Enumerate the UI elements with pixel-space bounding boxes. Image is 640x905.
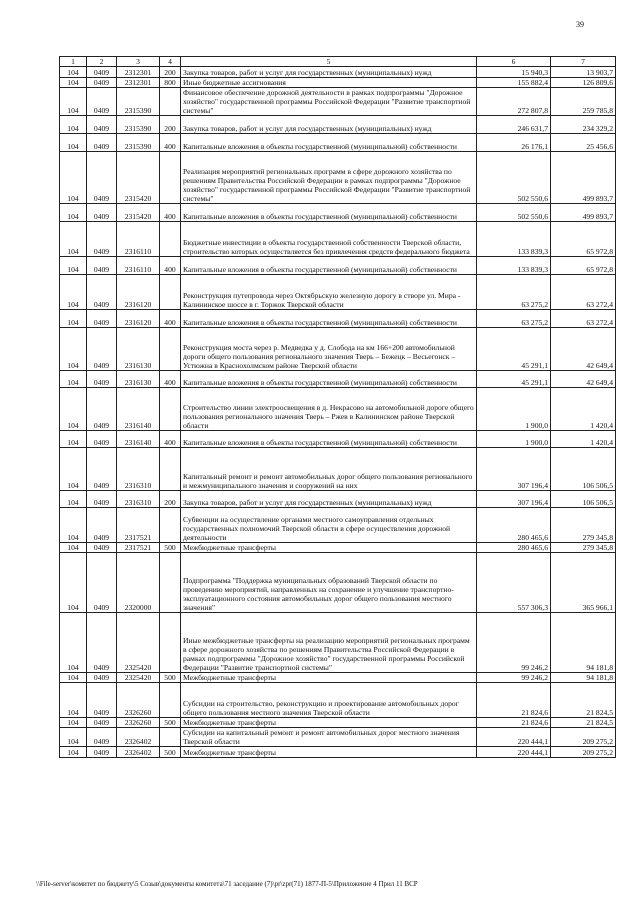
row-code-2: 0409 (87, 431, 117, 448)
row-description: Закупка товаров, работ и услуг для государственных (муниципальных) нужд (181, 67, 477, 78)
row-code-2: 0409 (87, 257, 117, 275)
row-description: Реконструкция моста через р. Медведка у д. Слобода на км 166+200 автомобильной дороги общего пользования регионального значения Тверь – Бежецк – Весьегонск – Устюжна в Краснохолмском районе Тверской области (181, 328, 477, 371)
row-description: Межбюджетные трансферты (181, 718, 477, 728)
row-code-2: 0409 (87, 718, 117, 728)
row-value-6: 220 444,1 (477, 728, 551, 747)
row-code-4: 400 (160, 204, 181, 222)
row-value-6: 220 444,1 (477, 747, 551, 758)
table-row (60, 134, 616, 152)
row-value-6: 307 196,4 (477, 491, 551, 508)
row-code-3: 2317521 (117, 508, 160, 543)
row-code-1: 104 (60, 257, 87, 275)
row-code-4 (160, 683, 181, 718)
row-value-7: 234 329,2 (551, 116, 616, 134)
row-description: Капитальные вложения в объекты государственной (муниципальной) собственности (181, 204, 477, 222)
row-value-7: 65 972,8 (551, 257, 616, 275)
row-code-4: 500 (160, 673, 181, 683)
row-code-3: 2326260 (117, 683, 160, 718)
row-code-2: 0409 (87, 204, 117, 222)
row-value-7: 106 506,5 (551, 448, 616, 491)
table-body (60, 67, 616, 758)
row-code-2: 0409 (87, 88, 117, 116)
row-value-6: 557 306,3 (477, 553, 551, 613)
row-code-3: 2326402 (117, 728, 160, 747)
row-description: Межбюджетные трансферты (181, 747, 477, 758)
row-value-6: 1 900,0 (477, 431, 551, 448)
row-code-4 (160, 448, 181, 491)
header-col-7: 7 (551, 57, 616, 67)
row-code-1: 104 (60, 673, 87, 683)
budget-table (59, 56, 616, 758)
row-description: Субсидии на строительство, реконструкцию и проектирование автомобильных дорог общего пользования местного значения Тверской области (181, 683, 477, 718)
row-code-3: 2315420 (117, 152, 160, 204)
row-value-6: 99 246,2 (477, 673, 551, 683)
table-row (60, 222, 616, 257)
row-value-7: 94 181,8 (551, 673, 616, 683)
row-description: Строительство линии электроосвещения в д. Некрасово на автомобильной дороге общего пользования регионального значения Тверь – Ржев в Калининском районе Тверской области (181, 388, 477, 431)
row-value-6: 63 275,2 (477, 310, 551, 328)
row-code-4: 400 (160, 431, 181, 448)
row-code-2: 0409 (87, 222, 117, 257)
row-value-7: 63 272,4 (551, 310, 616, 328)
row-value-6: 133 839,3 (477, 257, 551, 275)
table-row (60, 116, 616, 134)
row-code-4 (160, 508, 181, 543)
row-value-7: 126 809,6 (551, 78, 616, 88)
row-description: Капитальные вложения в объекты государственной (муниципальной) собственности (181, 134, 477, 152)
row-value-7: 94 181,8 (551, 613, 616, 673)
table-row (60, 728, 616, 747)
row-code-3: 2316120 (117, 310, 160, 328)
row-code-1: 104 (60, 747, 87, 758)
row-code-4: 500 (160, 747, 181, 758)
row-description: Иные межбюджетные трансферты на реализацию мероприятий региональных программ в сфере дорожного хозяйства по решениям Правительства Российской Федерации в рамках подпрограммы "Дорожное хозяйство" государственной программы Российской Федерации "Развитие транспортной системы" (181, 613, 477, 673)
table-row (60, 508, 616, 543)
row-code-2: 0409 (87, 673, 117, 683)
row-description: Капитальные вложения в объекты государственной (муниципальной) собственности (181, 257, 477, 275)
row-value-6: 502 550,6 (477, 204, 551, 222)
row-value-7: 42 649,4 (551, 328, 616, 371)
row-description: Реконструкция путепровода через Октябрьскую железную дорогу в створе ул. Мира - Калининское шоссе в г. Торжок Тверской области (181, 275, 477, 310)
row-value-6: 63 275,2 (477, 275, 551, 310)
row-description: Капитальные вложения в объекты государственной (муниципальной) собственности (181, 310, 477, 328)
row-code-2: 0409 (87, 491, 117, 508)
row-code-1: 104 (60, 222, 87, 257)
row-code-1: 104 (60, 448, 87, 491)
header-col-1: 1 (60, 57, 87, 67)
table-row (60, 257, 616, 275)
row-value-6: 45 291,1 (477, 371, 551, 388)
row-code-1: 104 (60, 431, 87, 448)
row-code-3: 2312301 (117, 78, 160, 88)
row-code-1: 104 (60, 613, 87, 673)
row-value-6: 15 940,3 (477, 67, 551, 78)
row-code-4 (160, 152, 181, 204)
row-value-7: 42 649,4 (551, 371, 616, 388)
row-description: Межбюджетные трансферты (181, 673, 477, 683)
row-description: Подпрограмма "Поддержка муниципальных образований Тверской области по проведению мероприятий, направленных на сохранение и улучшение транспортно-эксплуатационного состояния автомобильных дорог общего пользования местного значения" (181, 553, 477, 613)
row-code-3: 2316110 (117, 257, 160, 275)
row-value-6: 1 900,0 (477, 388, 551, 431)
row-code-1: 104 (60, 134, 87, 152)
table-row (60, 431, 616, 448)
table-row (60, 673, 616, 683)
row-description: Реализация мероприятий региональных программ в сфере дорожного хозяйства по решениям Правительства Российской Федерации в рамках подпрограммы "Дорожное хозяйство" государственной программы Российской Федерации "Развитие транспортной системы" (181, 152, 477, 204)
table-row (60, 388, 616, 431)
row-code-4: 400 (160, 310, 181, 328)
row-code-4 (160, 728, 181, 747)
row-value-6: 99 246,2 (477, 613, 551, 673)
row-value-7: 21 824,5 (551, 683, 616, 718)
row-code-2: 0409 (87, 543, 117, 553)
row-code-3: 2315420 (117, 204, 160, 222)
row-value-7: 25 456,6 (551, 134, 616, 152)
row-code-2: 0409 (87, 328, 117, 371)
row-value-7: 365 966,1 (551, 553, 616, 613)
row-value-7: 13 903,7 (551, 67, 616, 78)
row-code-4 (160, 275, 181, 310)
row-code-1: 104 (60, 116, 87, 134)
table-row (60, 152, 616, 204)
row-value-6: 21 824,6 (477, 718, 551, 728)
row-description: Иные бюджетные ассигнования (181, 78, 477, 88)
row-code-2: 0409 (87, 275, 117, 310)
table-row (60, 204, 616, 222)
header-row (60, 57, 616, 67)
row-code-2: 0409 (87, 388, 117, 431)
row-code-2: 0409 (87, 747, 117, 758)
row-value-7: 499 893,7 (551, 152, 616, 204)
row-code-4 (160, 553, 181, 613)
row-code-3: 2316310 (117, 491, 160, 508)
header-col-6: 6 (477, 57, 551, 67)
row-value-7: 65 972,8 (551, 222, 616, 257)
row-code-3: 2326260 (117, 718, 160, 728)
header-col-5: 5 (181, 57, 477, 67)
row-code-1: 104 (60, 553, 87, 613)
row-code-3: 2316130 (117, 371, 160, 388)
row-code-1: 104 (60, 204, 87, 222)
row-code-2: 0409 (87, 448, 117, 491)
row-code-1: 104 (60, 718, 87, 728)
row-value-7: 279 345,8 (551, 543, 616, 553)
row-code-1: 104 (60, 683, 87, 718)
table-row (60, 371, 616, 388)
row-code-4 (160, 388, 181, 431)
table-row (60, 310, 616, 328)
row-code-3: 2315390 (117, 88, 160, 116)
row-description: Бюджетные инвестиции в объекты государственной собственности Тверской области, строительство которых осуществляется без привлечения средств федерального бюджета (181, 222, 477, 257)
row-code-2: 0409 (87, 152, 117, 204)
row-value-6: 21 824,6 (477, 683, 551, 718)
row-code-3: 2316120 (117, 275, 160, 310)
table-row (60, 88, 616, 116)
row-code-4: 800 (160, 78, 181, 88)
row-code-4 (160, 328, 181, 371)
row-description: Межбюджетные трансферты (181, 543, 477, 553)
row-code-2: 0409 (87, 553, 117, 613)
table-row (60, 683, 616, 718)
row-code-3: 2317521 (117, 543, 160, 553)
row-code-1: 104 (60, 328, 87, 371)
row-code-2: 0409 (87, 116, 117, 134)
row-value-6: 280 465,6 (477, 508, 551, 543)
row-description: Капитальные вложения в объекты государственной (муниципальной) собственности (181, 431, 477, 448)
row-value-6: 280 465,6 (477, 543, 551, 553)
row-value-6: 45 291,1 (477, 328, 551, 371)
row-value-6: 272 807,8 (477, 88, 551, 116)
row-code-4: 200 (160, 491, 181, 508)
row-code-4: 400 (160, 371, 181, 388)
page-number: 39 (576, 20, 584, 29)
row-value-7: 1 420,4 (551, 431, 616, 448)
table-row (60, 553, 616, 613)
row-value-7: 259 785,8 (551, 88, 616, 116)
row-code-1: 104 (60, 491, 87, 508)
row-code-2: 0409 (87, 728, 117, 747)
row-code-3: 2316130 (117, 328, 160, 371)
row-code-1: 104 (60, 728, 87, 747)
row-code-1: 104 (60, 152, 87, 204)
header-col-4: 4 (160, 57, 181, 67)
row-code-1: 104 (60, 310, 87, 328)
row-code-2: 0409 (87, 134, 117, 152)
row-value-7: 1 420,4 (551, 388, 616, 431)
row-value-7: 106 506,5 (551, 491, 616, 508)
row-description: Субвенции на осуществление органами местного самоуправления отдельных государственных полномочий Тверской области в сфере осуществления дорожной деятельности (181, 508, 477, 543)
table-row (60, 718, 616, 728)
row-code-3: 2316140 (117, 431, 160, 448)
header-col-2: 2 (87, 57, 117, 67)
row-code-3: 2320000 (117, 553, 160, 613)
row-code-4 (160, 613, 181, 673)
row-value-7: 63 272,4 (551, 275, 616, 310)
table-row (60, 67, 616, 78)
row-description: Финансовое обеспечение дорожной деятельности в рамках подпрограммы "Дорожное хозяйство" государственной программы Российской Федерации "Развитие транспортной системы" (181, 88, 477, 116)
row-value-6: 155 882,4 (477, 78, 551, 88)
header-col-3: 3 (117, 57, 160, 67)
row-code-1: 104 (60, 388, 87, 431)
row-description: Капитальный ремонт и ремонт автомобильных дорог общего пользования регионального и межмуниципального значения и сооружений на них (181, 448, 477, 491)
row-code-3: 2315390 (117, 116, 160, 134)
row-code-2: 0409 (87, 78, 117, 88)
row-code-2: 0409 (87, 371, 117, 388)
table-row (60, 613, 616, 673)
row-code-1: 104 (60, 275, 87, 310)
row-code-1: 104 (60, 88, 87, 116)
row-value-6: 246 631,7 (477, 116, 551, 134)
row-code-1: 104 (60, 78, 87, 88)
table-row (60, 328, 616, 371)
row-code-3: 2316110 (117, 222, 160, 257)
row-code-3: 2315390 (117, 134, 160, 152)
table-row (60, 275, 616, 310)
row-code-3: 2325420 (117, 613, 160, 673)
row-value-7: 209 275,2 (551, 747, 616, 758)
row-code-2: 0409 (87, 613, 117, 673)
row-code-1: 104 (60, 371, 87, 388)
row-code-2: 0409 (87, 310, 117, 328)
table-row (60, 543, 616, 553)
row-code-4 (160, 88, 181, 116)
row-description: Капитальные вложения в объекты государственной (муниципальной) собственности (181, 371, 477, 388)
row-value-6: 26 176,1 (477, 134, 551, 152)
row-value-7: 209 275,2 (551, 728, 616, 747)
row-description: Закупка товаров, работ и услуг для государственных (муниципальных) нужд (181, 491, 477, 508)
table-row (60, 78, 616, 88)
row-code-3: 2316310 (117, 448, 160, 491)
row-code-4: 400 (160, 257, 181, 275)
row-code-2: 0409 (87, 67, 117, 78)
row-description: Субсидии на капитальный ремонт и ремонт автомобильных дорог местного значения Тверской области (181, 728, 477, 747)
row-code-4: 200 (160, 67, 181, 78)
row-code-4: 200 (160, 116, 181, 134)
row-code-2: 0409 (87, 508, 117, 543)
row-code-2: 0409 (87, 683, 117, 718)
row-code-1: 104 (60, 543, 87, 553)
table-row (60, 747, 616, 758)
row-value-6: 502 550,6 (477, 152, 551, 204)
row-code-3: 2312301 (117, 67, 160, 78)
row-value-6: 133 839,3 (477, 222, 551, 257)
row-description: Закупка товаров, работ и услуг для государственных (муниципальных) нужд (181, 116, 477, 134)
row-code-3: 2316140 (117, 388, 160, 431)
row-value-7: 279 345,8 (551, 508, 616, 543)
row-code-4: 500 (160, 543, 181, 553)
row-value-7: 499 893,7 (551, 204, 616, 222)
row-value-7: 21 824,5 (551, 718, 616, 728)
table-row (60, 448, 616, 491)
file-path-footer: \\File-server\комитет по бюджету\5 Созыв\документы комитета\71 заседание (7)\pr\zpr(71) 1877-П-5\Приложение 4 Прил 11 ВСР (36, 880, 418, 888)
row-code-4: 400 (160, 134, 181, 152)
row-code-3: 2326402 (117, 747, 160, 758)
table-row (60, 491, 616, 508)
row-value-6: 307 196,4 (477, 448, 551, 491)
row-code-4 (160, 222, 181, 257)
row-code-4: 500 (160, 718, 181, 728)
row-code-1: 104 (60, 67, 87, 78)
row-code-3: 2325420 (117, 673, 160, 683)
row-code-1: 104 (60, 508, 87, 543)
